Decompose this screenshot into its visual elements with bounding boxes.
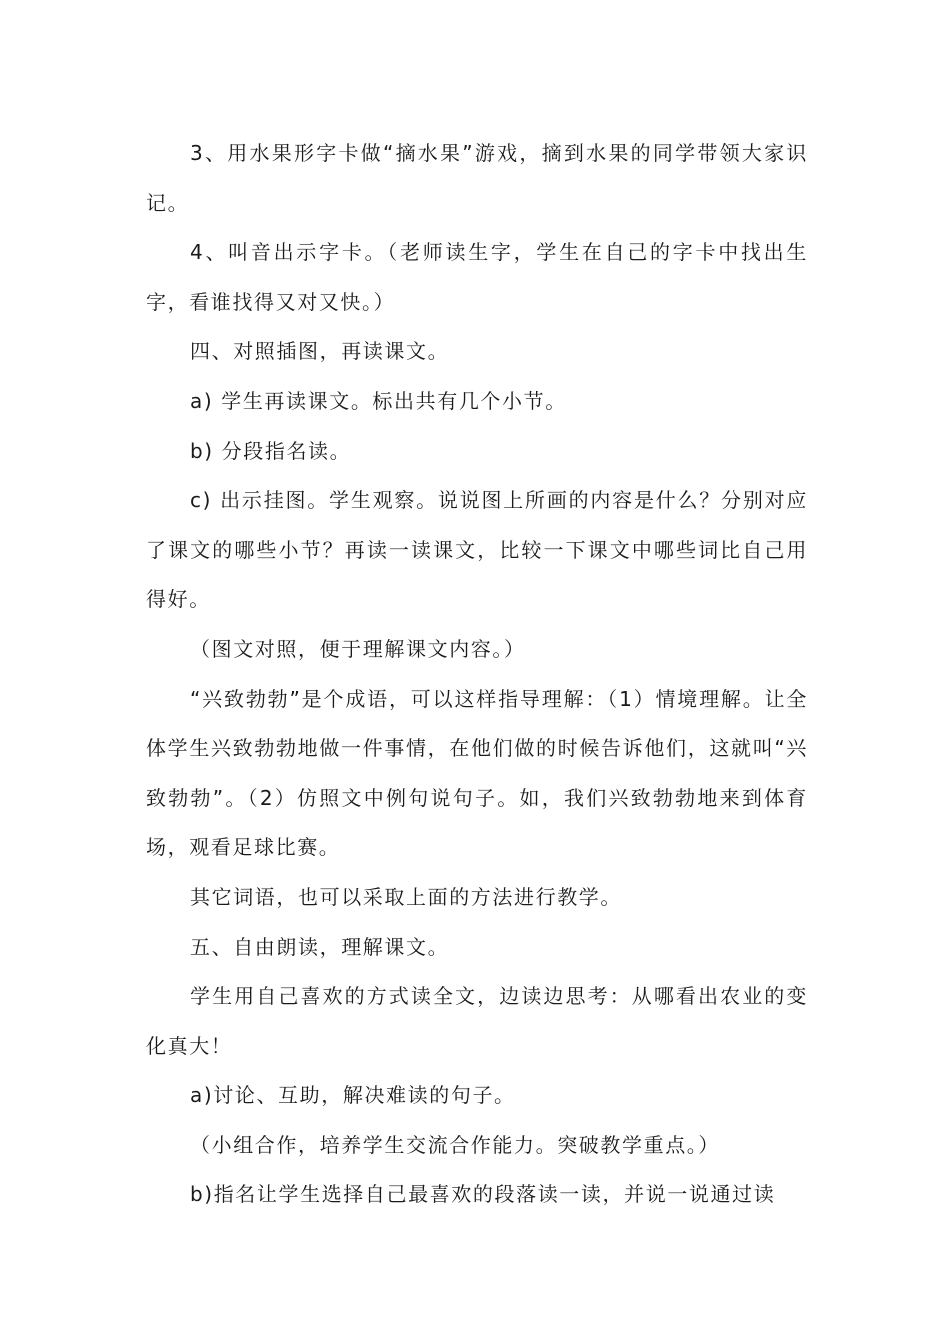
paragraph-free-reading: 学生用自己喜欢的方式读全文，边读边思考：从哪看出农业的变化真大！ [146, 984, 808, 1058]
document-body [146, 129, 808, 1220]
paragraph-game-cards: 3、用水果形字卡做“摘水果”游戏，摘到水果的同学带领大家识记。 [146, 141, 808, 215]
list-item-b-choose: b)指名让学生选择自己最喜欢的段落读一读，并说一说通过读 [190, 1182, 776, 1207]
note-group-work: （小组合作，培养学生交流合作能力。突破教学重点。） [190, 1132, 720, 1157]
list-item-a: a) 学生再读课文。标出共有几个小节。 [190, 388, 567, 413]
section-heading-five: 五、自由朗读，理解课文。 [190, 934, 450, 959]
section-heading-four: 四、对照插图，再读课文。 [190, 339, 450, 364]
list-item-b: b) 分段指名读。 [190, 438, 352, 463]
paragraph-show-cards: 4、叫音出示字卡。（老师读生字，学生在自己的字卡中找出生字，看谁找得又对又快。） [146, 240, 808, 314]
list-item-c: c) 出示挂图。学生观察。说说图上所画的内容是什么？分别对应了课文的哪些小节？再读一读课文，比较一下课文中哪些词比自己用得好。 [146, 488, 808, 612]
paragraph-idiom-guide: “兴致勃勃”是个成语，可以这样指导理解：（1）情境理解。让全体学生兴致勃勃地做一件事情，在他们做的时候告诉他们，这就叫“兴致勃勃”。（2）仿照文中例句说句子。如，我们兴致勃勃地来到体育场，观看足球比赛。 [146, 686, 808, 860]
paragraph-other-words: 其它词语，也可以采取上面的方法进行教学。 [190, 884, 622, 909]
note-picture-text: （图文对照，便于理解课文内容。） [190, 636, 526, 661]
list-item-a-discuss: a)讨论、互助，解决难读的句子。 [190, 1083, 516, 1108]
